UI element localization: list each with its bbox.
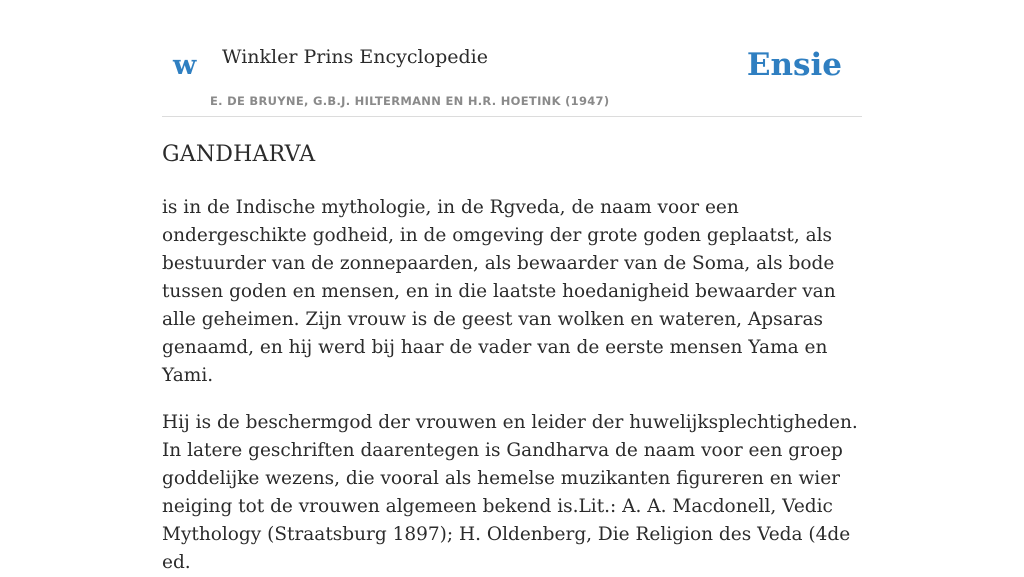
article-paragraph: is in de Indische mythologie, in de Rgveda, de naam voor een ondergeschikte godheid, in de omgeving der grote goden geplaatst, als bestuurder van de zonnepaarden, als bewaarder van de Soma, als bode tussen goden en mensen, en in die laatste hoedanigheid bewaarder van alle geheimen. Zijn vrouw is de geest van wolken en wateren, Apsaras genaamd, en hij werd bij haar de vader van de eerste mensen Yama en Yami. xyxy=(162,197,836,386)
wp-logo[interactable]: w xyxy=(173,50,197,81)
ensie-logo[interactable]: Ensie xyxy=(746,47,842,83)
article-paragraph: Hij is de beschermgod der vrouwen en leider der huwelijksplechtigheden. In latere geschriften daarentegen is Gandharva de naam voor een groep goddelijke wezens, die vooral als hemelse muzikanten figureren en wier neiging tot de vrouwen algemeen bekend is.Lit.: A. A. Macdonell, Vedic Mythology (Straatsburg 1897); H. Oldenberg, Die Religion des Veda (4de ed. xyxy=(162,412,858,573)
article-headword: GANDHARVA xyxy=(162,142,316,167)
article xyxy=(162,140,862,577)
authors-line: E. DE BRUYNE, G.B.J. HILTERMANN EN H.R. HOETINK (1947) xyxy=(210,94,610,108)
site-title[interactable]: Winkler Prins Encyclopedie xyxy=(222,46,488,68)
site-header xyxy=(162,0,862,117)
